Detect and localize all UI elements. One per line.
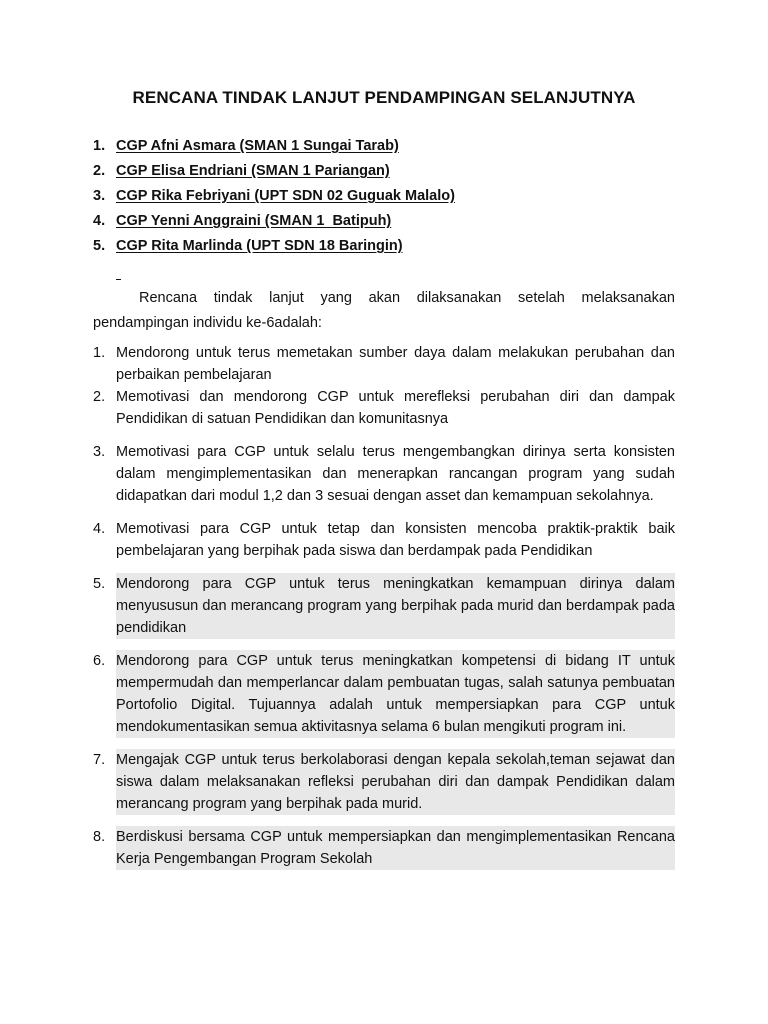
participant-item [93,186,455,211]
plan-item-highlighted [93,650,675,738]
participant-item [93,161,455,186]
plan-number: 7. [93,752,106,768]
participant-name: CGP Afni Asmara (SMAN 1 Sungai Tarab) [116,138,399,154]
plan-number: 6. [93,653,106,669]
plan-number: 4. [93,521,106,537]
participant-name: CGP Elisa Endriani (SMAN 1 Pariangan) [116,163,390,179]
plan-list [93,342,675,870]
participant-number: 2. [93,163,106,179]
participant-item [93,236,455,261]
plan-text: Mendorong para CGP untuk terus meningkatkan kompetensi di bidang IT untuk mempermudah dan memperlancar dalam pembuatan tugas, salah satunya pembuatan Portofolio Digital. Tujuannya adalah untuk mempersiapkan para CGP untuk mendokumentasikan semua aktivitasnya selama 6 bulan mengikuti program ini. [116,650,675,738]
plan-item-highlighted [93,826,675,870]
plan-text: Mengajak CGP untuk terus berkolaborasi dengan kepala sekolah,teman sejawat dan siswa dalam melaksanakan refleksi perubahan diri dan dampak Pendidikan dalam merancang program yang berpihak pada murid. [116,749,675,815]
plan-text: Mendorong untuk terus memetakan sumber daya dalam melakukan perubahan dan perbaikan pembelajaran [116,345,675,383]
plan-text: Mendorong para CGP untuk terus meningkatkan kemampuan dirinya dalam menyususun dan merancang program yang berpihak pada murid dan berdampak pada pendidikan [116,573,675,639]
plan-item [93,518,675,562]
plan-number: 3. [93,444,106,460]
plan-item-highlighted [93,573,675,639]
participant-item [93,211,455,236]
plan-number: 5. [93,576,106,592]
plan-text: Memotivasi para CGP untuk selalu terus mengembangkan dirinya serta konsisten dalam mengimplementasikan dan menerapkan rancangan program yang sudah didapatkan dari modul 1,2 dan 3 sesuai dengan asset dan kemampuan sekolahnya. [116,444,675,504]
participant-number: 3. [93,188,106,204]
plan-number: 8. [93,829,106,845]
plan-text: Berdiskusi bersama CGP untuk mempersiapkan dan mengimplementasikan Rencana Kerja Pengembangan Program Sekolah [116,826,675,870]
plan-number: 1. [93,345,106,361]
participant-name: CGP Rita Marlinda (UPT SDN 18 Baringin) [116,238,403,254]
plan-item [93,441,675,507]
plan-item [93,386,675,430]
plan-text: Memotivasi para CGP untuk tetap dan konsisten mencoba praktik-praktik baik pembelajaran yang berpihak pada siswa dan berdampak pada Pendidikan [116,521,675,559]
participant-name: CGP Rika Febriyani (UPT SDN 02 Guguak Malalo) [116,188,455,204]
participant-number: 5. [93,238,106,254]
participant-number: 4. [93,213,106,229]
plan-text: Memotivasi dan mendorong CGP untuk merefleksi perubahan diri dan dampak Pendidikan di satuan Pendidikan dan komunitasnya [116,389,675,427]
plan-item-highlighted [93,749,675,815]
plan-item [93,342,675,386]
document-title: RENCANA TINDAK LANJUT PENDAMPINGAN SELANJUTNYA [132,88,636,107]
empty-underlined-line [116,268,121,280]
participant-item [93,136,455,161]
participant-number: 1. [93,138,106,154]
intro-paragraph: Rencana tindak lanjut yang akan dilaksanakan setelah melaksanakan pendampingan individu ke-6adalah: [93,290,675,331]
participant-list [93,136,455,261]
plan-number: 2. [93,389,106,405]
participant-name: CGP Yenni Anggraini (SMAN 1 Batipuh) [116,213,392,229]
